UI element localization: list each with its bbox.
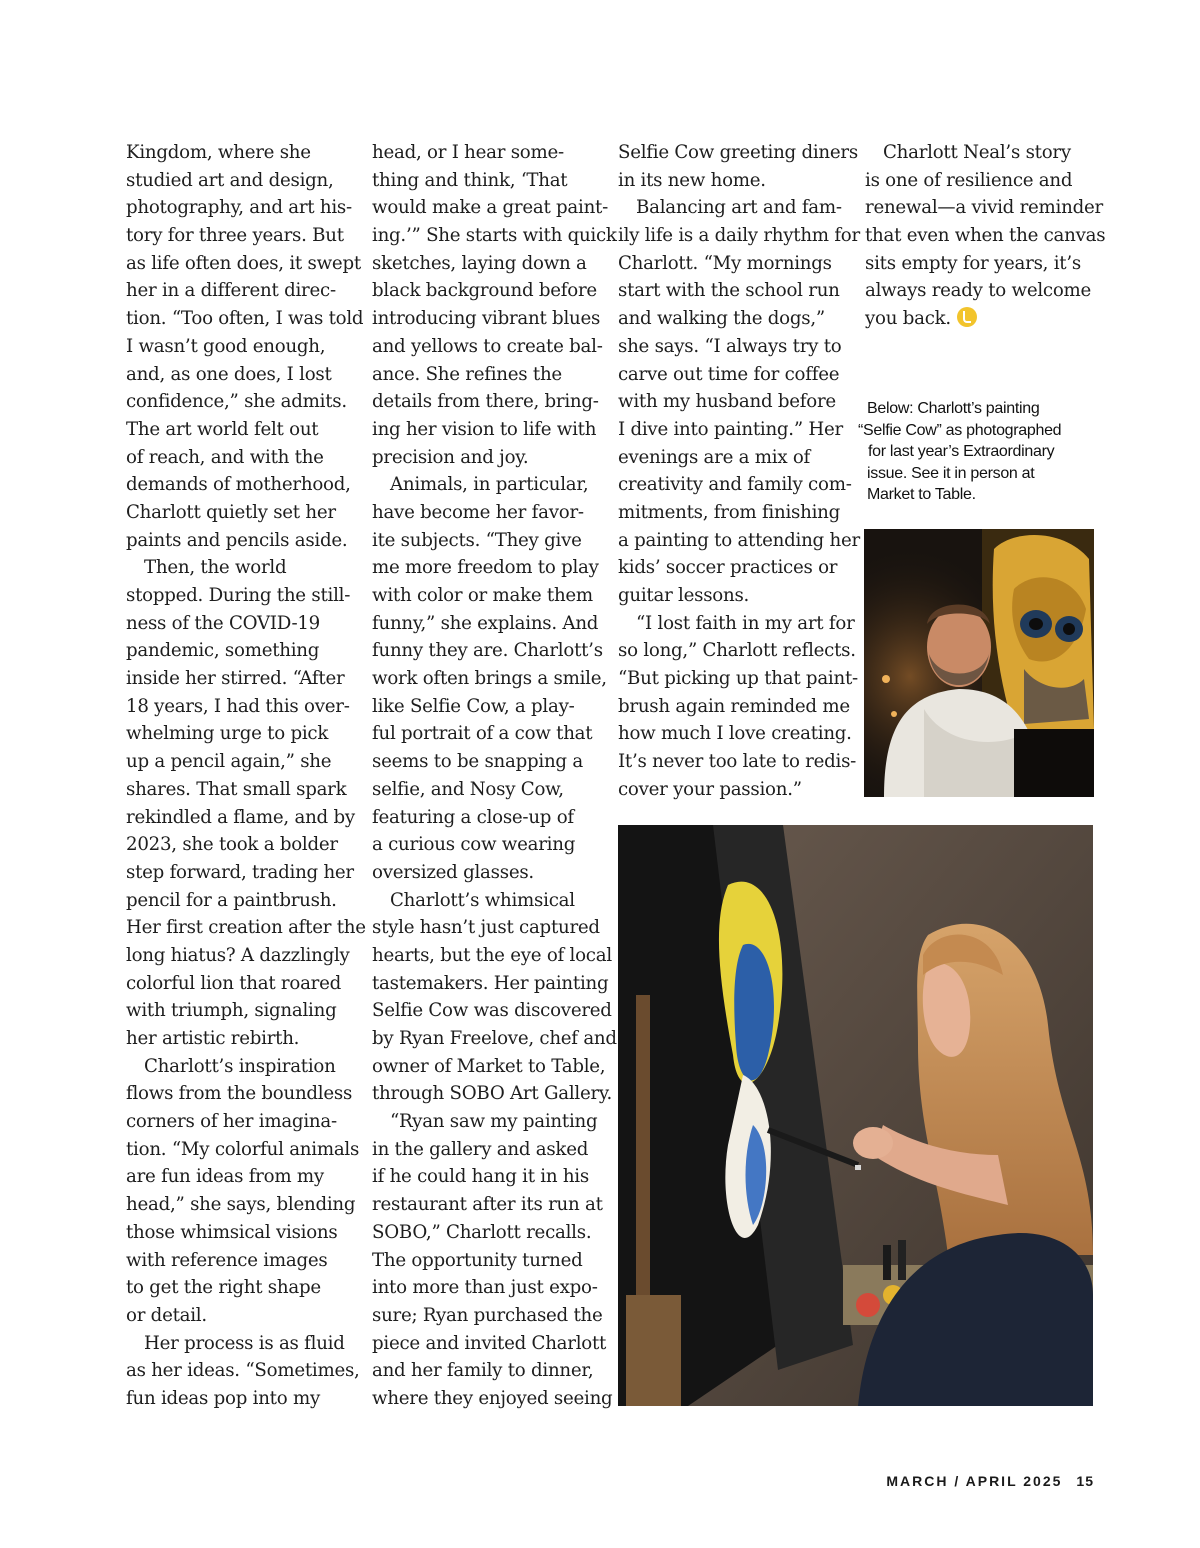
article-line: cover your passion.” (618, 778, 802, 800)
article-line: evenings are a mix of (618, 446, 811, 468)
article-line: black background before (372, 280, 597, 302)
article-line: always ready to welcome (865, 280, 1092, 302)
article-line: Charlott’s inspiration (144, 1055, 336, 1077)
article-line: ing.’” She starts with quick (372, 225, 617, 247)
article-line: rekindled a flame, and by (126, 806, 355, 828)
article-line: in the gallery and asked (372, 1138, 589, 1160)
article-line: if he could hang it in his (372, 1166, 589, 1188)
article-line: ance. She refines the (372, 363, 562, 385)
article-line: kids’ soccer practices or (618, 557, 838, 579)
article-line: would make a great paint- (372, 197, 609, 219)
article-line: shares. That small spark (126, 778, 347, 800)
article-line: and, as one does, I lost (126, 363, 332, 385)
article-line: details from there, bring- (372, 391, 599, 413)
article-line: hearts, but the eye of local (372, 944, 612, 966)
article-line: ful portrait of a cow that (372, 723, 593, 745)
article-line: stopped. During the still- (126, 585, 351, 606)
article-line: me more freedom to play (372, 557, 599, 579)
article-line: through SOBO Art Gallery. (372, 1083, 613, 1105)
article-line: that even when the canvas (865, 225, 1106, 247)
article-line: in its new home. (618, 169, 766, 191)
article-line: work often brings a smile, (372, 668, 607, 690)
article-line: by Ryan Freelove, chef and (372, 1028, 617, 1049)
article-line: Selfie Cow greeting diners (618, 142, 858, 163)
article-line: “But picking up that paint- (618, 668, 858, 690)
article-line: I wasn’t good enough, (126, 335, 326, 357)
article-line: The art world felt out (126, 418, 319, 440)
article-line: 18 years, I had this over- (126, 695, 350, 717)
article-line: Her process is as fluid (144, 1332, 345, 1354)
article-line: where they enjoyed seeing (372, 1387, 613, 1409)
article-line: style hasn’t just captured (372, 917, 600, 939)
article-line: confidence,” she admits. (126, 391, 347, 413)
caption-line: issue. See it in person at (867, 464, 1035, 482)
article-line: paints and pencils aside. (126, 529, 348, 551)
article-line: Her first creation after the (126, 917, 366, 939)
article-line: and her family to dinner, (372, 1360, 594, 1382)
artist-photo-illustration (618, 825, 1093, 1406)
article-line: as life often does, it swept (126, 252, 361, 274)
article-line: owner of Market to Table, (372, 1055, 606, 1077)
article-line: “Ryan saw my painting (390, 1111, 598, 1133)
article-line: restaurant after its run at (372, 1194, 603, 1216)
article-line: piece and invited Charlott (372, 1332, 607, 1354)
article-line: whelming urge to pick (126, 723, 329, 745)
article-line: The opportunity turned (372, 1249, 583, 1271)
article-line: I dive into painting.” Her (618, 418, 843, 440)
caption-line: for last year’s Extraordinary (868, 443, 1055, 461)
article-line: selfie, and Nosy Cow, (372, 778, 564, 800)
article-line: demands of motherhood, (126, 474, 351, 496)
article-line: as her ideas. “Sometimes, (126, 1360, 360, 1382)
article-line: Animals, in particular, (390, 474, 589, 496)
article-line: is one of resilience and (865, 169, 1073, 191)
article-line: with triumph, signaling (126, 1000, 337, 1022)
article-column-4 (865, 139, 1106, 333)
article-line: introducing vibrant blues (372, 308, 601, 330)
article-line: funny they are. Charlott’s (372, 640, 603, 662)
article-line: thing and think, ‘That (372, 169, 568, 191)
article-line: inside her stirred. “After (126, 668, 345, 690)
article-line: sketches, laying down a (372, 252, 587, 274)
article-line: “I lost faith in my art for (636, 612, 855, 634)
article-line: fun ideas pop into my (126, 1387, 320, 1409)
article-line: pandemic, something (126, 640, 320, 662)
article-line: ily life is a daily rhythm for (618, 225, 860, 247)
article-line: her in a different direc- (126, 280, 336, 302)
article-line: sits empty for years, it’s (865, 252, 1081, 274)
article-line-with-endmark (865, 305, 1097, 333)
article-line: renewal—a vivid reminder (865, 197, 1103, 219)
article-line: SOBO,” Charlott recalls. (372, 1221, 592, 1243)
article-line: head,” she says, blending (126, 1194, 356, 1216)
article-line: sure; Ryan purchased the (372, 1304, 603, 1326)
article-line: of reach, and with the (126, 446, 324, 468)
page-footer (886, 1473, 1094, 1489)
article-line: corners of her imagina- (126, 1111, 337, 1133)
article-line: Charlott’s whimsical (390, 889, 575, 911)
article-line: long hiatus? A dazzlingly (126, 944, 350, 966)
article-line: ing her vision to life with (372, 418, 597, 440)
article-line: tastemakers. Her painting (372, 972, 609, 994)
article-line: carve out time for coffee (618, 363, 840, 385)
article-line: 2023, she took a bolder (126, 834, 338, 856)
article-line: pencil for a paintbrush. (126, 889, 337, 911)
article-line: like Selfie Cow, a play- (372, 695, 575, 717)
article-line: mitments, from finishing (618, 501, 841, 523)
article-line: start with the school run (618, 280, 840, 302)
article-line: tion. “My colorful animals (126, 1138, 360, 1160)
article-line: colorful lion that roared (126, 972, 342, 994)
article-line: how much I love creating. (618, 723, 852, 745)
photo-caption (858, 398, 1098, 506)
article-line: funny,” she explains. And (372, 612, 599, 634)
article-line: brush again reminded me (618, 695, 850, 717)
article-column-1 (126, 139, 366, 1413)
article-line: a painting to attending her (618, 529, 860, 551)
chef-with-selfie-cow-photo (864, 529, 1094, 797)
article-line: those whimsical visions (126, 1221, 338, 1243)
article-column-3 (618, 139, 860, 804)
article-line: studied art and design, (126, 169, 334, 191)
article-line: Kingdom, where she (126, 142, 311, 163)
article-line: a curious cow wearing (372, 834, 576, 856)
article-line: have become her favor- (372, 501, 584, 523)
article-line: oversized glasses. (372, 861, 534, 883)
article-line: precision and joy. (372, 446, 529, 468)
article-line: Then, the world (144, 557, 287, 579)
article-line: Balancing art and fam- (636, 197, 842, 219)
article-line: flows from the boundless (126, 1083, 353, 1105)
article-line: tion. “Too often, I was told (126, 308, 364, 330)
article-line: into more than just expo- (372, 1277, 598, 1299)
article-line: to get the right shape (126, 1277, 321, 1299)
artist-painting-photo (618, 825, 1093, 1406)
article-line: with my husband before (618, 391, 836, 413)
article-line: It’s never too late to redis- (618, 751, 857, 773)
article-line: her artistic rebirth. (126, 1028, 300, 1049)
article-line: and yellows to create bal- (372, 335, 603, 357)
article-line: you back. (865, 308, 951, 330)
article-line: tory for three years. But (126, 225, 344, 247)
article-line: with reference images (126, 1249, 328, 1271)
article-line: she says. “I always try to (618, 335, 842, 357)
article-line: up a pencil again,” she (126, 751, 332, 773)
article-line: ness of the COVID-19 (126, 612, 320, 634)
article-line: guitar lessons. (618, 585, 750, 606)
article-line: or detail. (126, 1304, 207, 1326)
article-line: Selfie Cow was discovered (372, 1000, 612, 1022)
article-line: head, or I hear some- (372, 142, 564, 163)
article-line: are fun ideas from my (126, 1166, 324, 1188)
article-line: Charlott Neal’s story (883, 142, 1071, 163)
chef-photo-illustration (864, 529, 1094, 797)
article-line: ite subjects. “They give (372, 529, 582, 551)
article-line: with color or make them (372, 585, 593, 606)
end-mark-icon (957, 307, 977, 327)
article-line: and walking the dogs,” (618, 308, 825, 330)
article-line: step forward, trading her (126, 861, 354, 883)
article-line: photography, and art his- (126, 197, 352, 219)
caption-line: Below: Charlott’s painting (867, 400, 1040, 417)
article-line: Charlott. “My mornings (618, 252, 832, 274)
article-line: creativity and family com- (618, 474, 852, 496)
article-line: seems to be snapping a (372, 751, 583, 773)
caption-line: Market to Table. (867, 486, 976, 504)
page-number: 15 (1076, 1473, 1094, 1489)
article-line: featuring a close-up of (372, 806, 574, 828)
issue-date: MARCH / APRIL 2025 (886, 1473, 1063, 1489)
caption-line: “Selfie Cow” as photographed (858, 421, 1062, 439)
article-line: Charlott quietly set her (126, 501, 336, 523)
article-line: so long,” Charlott reflects. (618, 640, 856, 662)
article-column-2 (372, 139, 617, 1413)
